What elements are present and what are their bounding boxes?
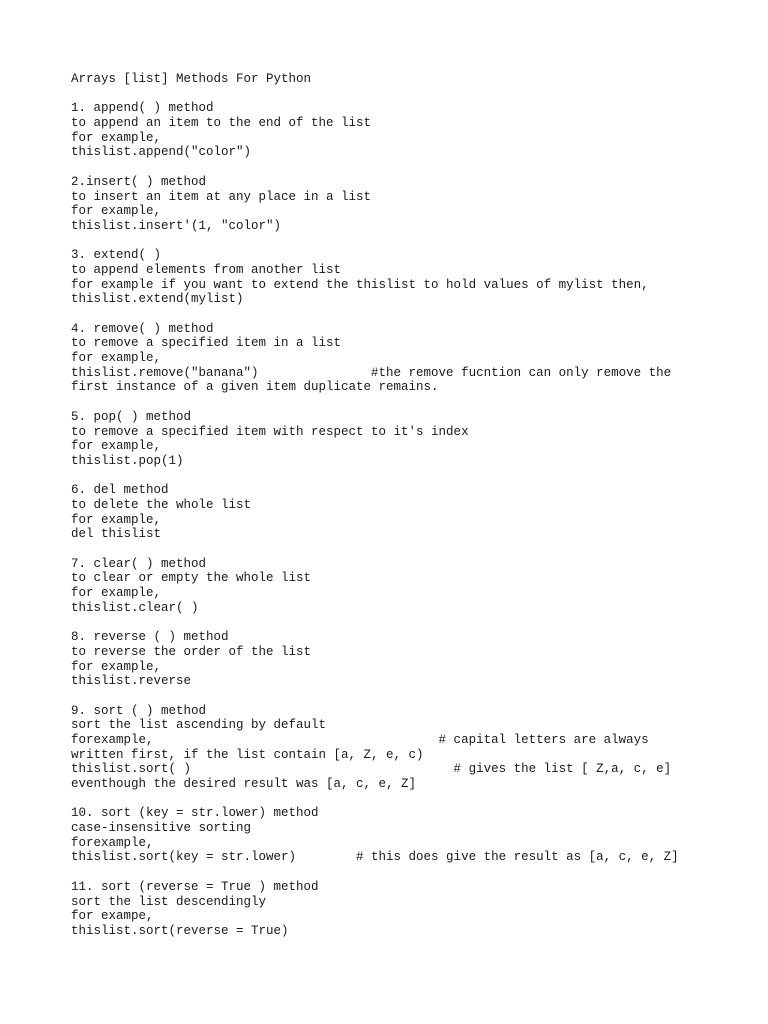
method-line: thislist.remove("banana") #the remove fucntion can only remove the	[71, 365, 672, 380]
method-line: to remove a specified item in a list	[71, 336, 342, 351]
method-line: eventhough the desired result was [a, c, e, Z]	[71, 777, 417, 792]
method-line: thislist.append("color")	[71, 145, 252, 160]
method-line: to remove a specified item with respect to it's index	[71, 424, 469, 439]
method-section	[71, 806, 711, 865]
method-line: case-insensitive sorting	[71, 821, 252, 836]
method-line: for example,	[71, 351, 162, 366]
method-line: sort the list descendingly	[71, 894, 267, 909]
method-heading: 11. sort (reverse = True ) method	[71, 879, 319, 894]
method-line: for example,	[71, 586, 162, 601]
method-line: thislist.sort(key = str.lower) # this does give the result as [a, c, e, Z]	[71, 850, 679, 865]
method-line: to clear or empty the whole list	[71, 571, 312, 586]
method-section	[71, 630, 711, 689]
method-line: thislist.sort( ) # gives the list [ Z,a, c, e]	[71, 762, 672, 777]
method-section	[71, 322, 711, 395]
method-heading: 2.insert( ) method	[71, 174, 207, 189]
method-heading: 3. extend( )	[71, 248, 162, 263]
method-line: to reverse the order of the list	[71, 644, 312, 659]
method-line: first instance of a given item duplicate remains.	[71, 380, 439, 395]
method-line: thislist.sort(reverse = True)	[71, 923, 289, 938]
method-section	[71, 175, 711, 234]
method-section	[71, 557, 711, 616]
method-line: for exampe,	[71, 909, 154, 924]
method-section	[71, 704, 711, 792]
method-line: for example,	[71, 130, 162, 145]
method-heading: 7. clear( ) method	[71, 556, 207, 571]
method-line: for example,	[71, 204, 162, 219]
method-line: written first, if the list contain [a, Z, e, c)	[71, 747, 424, 762]
method-section	[71, 483, 711, 542]
method-line: for example if you want to extend the thislist to hold values of mylist then,	[71, 277, 649, 292]
method-section	[71, 880, 711, 939]
method-line: forexample, # capital letters are always	[71, 732, 649, 747]
method-heading: 8. reverse ( ) method	[71, 630, 229, 645]
method-line: thislist.insert'(1, "color")	[71, 218, 282, 233]
document-title: Arrays [list] Methods For Python	[71, 72, 312, 86]
document-body	[71, 72, 711, 953]
method-heading: 4. remove( ) method	[71, 321, 214, 336]
method-heading: 9. sort ( ) method	[71, 703, 207, 718]
method-line: thislist.extend(mylist)	[71, 292, 244, 307]
method-line: to delete the whole list	[71, 497, 252, 512]
method-line: to append elements from another list	[71, 262, 342, 277]
method-line: for example,	[71, 512, 162, 527]
method-line: to append an item to the end of the list	[71, 116, 372, 131]
method-line: thislist.clear( )	[71, 600, 199, 615]
method-section	[71, 248, 711, 307]
method-heading: 5. pop( ) method	[71, 409, 192, 424]
method-section	[71, 410, 711, 469]
method-line: for example,	[71, 659, 162, 674]
method-line: thislist.reverse	[71, 674, 192, 689]
method-sections	[71, 101, 711, 938]
method-line: del thislist	[71, 527, 162, 542]
method-line: to insert an item at any place in a list	[71, 189, 372, 204]
method-heading: 10. sort (key = str.lower) method	[71, 806, 319, 821]
method-heading: 6. del method	[71, 483, 169, 498]
method-section	[71, 101, 711, 160]
method-heading: 1. append( ) method	[71, 101, 214, 116]
method-line: thislist.pop(1)	[71, 453, 184, 468]
method-line: sort the list ascending by default	[71, 718, 327, 733]
method-line: forexample,	[71, 835, 154, 850]
method-line: for example,	[71, 439, 162, 454]
